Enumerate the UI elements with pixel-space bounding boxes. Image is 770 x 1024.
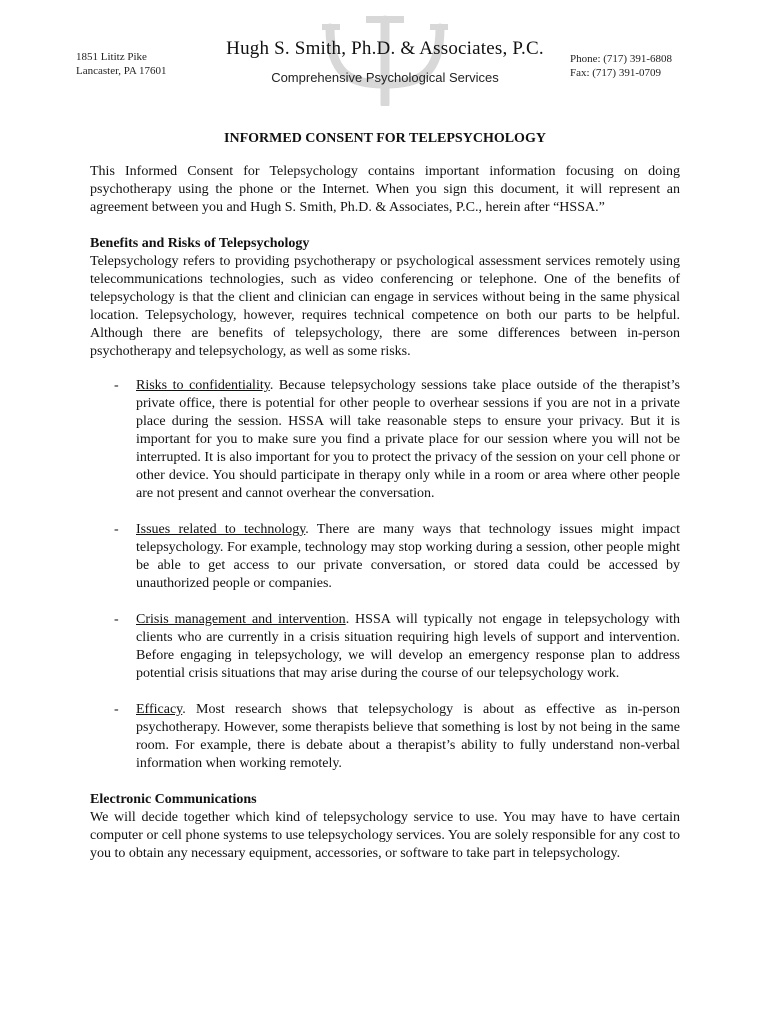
firm-name: Hugh S. Smith, Ph.D. & Associates, P.C.: [226, 38, 544, 59]
fax-number: Fax: (717) 391-0709: [569, 67, 661, 79]
risk-term: Crisis management and intervention: [136, 612, 346, 627]
bullet-dash: -: [114, 702, 119, 717]
bullet-dash: -: [114, 378, 119, 393]
risk-item-technology: [90, 521, 680, 593]
risk-item-confidentiality: [90, 377, 680, 503]
risk-item-efficacy: [90, 701, 680, 773]
letterhead: [0, 0, 770, 110]
document-body: [90, 130, 680, 863]
address-line-2: Lancaster, PA 17601: [76, 65, 167, 77]
risk-text: . HSSA will typically not engage in telepsychology with clients who are currently in a crisis situation requiring high levels of support and intervention. Before engaging in telepsychology, we will develop an emergency response plan to address potential crisis situations that may arise during the course of our telepsychology work.: [136, 612, 681, 681]
risk-list: [90, 377, 680, 773]
bullet-dash: -: [114, 612, 119, 627]
phone-number: Phone: (717) 391-6808: [569, 53, 672, 65]
section-heading-benefits-risks: Benefits and Risks of Telepsychology: [90, 236, 310, 251]
risk-text: . Because telepsychology sessions take place outside of the therapist’s private office, there is potential for other people to overhear sessions if you are not in a private place during the session. HSSA will take reasonable steps to ensure your privacy. But it is important for you to make sure you find a private place for our session where you will not be interrupted. It is also important for you to protect the privacy of the session on your cell phone or other device. You should participate in therapy only while in a room or area where other people are not present and cannot overhear the conversation.: [136, 378, 680, 501]
risk-term: Efficacy: [136, 702, 183, 717]
firm-tagline: Comprehensive Psychological Services: [271, 70, 499, 85]
risk-text: . Most research shows that telepsychology is about as effective as in-person psychotherapy. However, some therapists believe that something is lost by not being in the same room. For example, there is debate about a therapist’s ability to fully understand non-verbal information when working remotely.: [136, 702, 680, 771]
address-line-1: 1851 Lititz Pike: [76, 51, 147, 63]
section-heading-electronic-communications: Electronic Communications: [90, 792, 257, 807]
firm-contact: [570, 52, 672, 80]
bullet-dash: -: [114, 522, 119, 537]
risk-text: . There are many ways that technology issues might impact telepsychology. For example, technology may stop working during a session, other people might be able to get access to our private conversation, or stored data could be accessed by unauthorized people or companies.: [136, 522, 680, 591]
risk-term: Risks to confidentiality: [136, 378, 270, 393]
risk-item-crisis-management: [90, 611, 680, 683]
section-body-electronic-communications: We will decide together which kind of telepsychology service to use. You may have to have certain computer or cell phone systems to use telepsychology services. You are solely responsible for any cost to you to obtain any necessary equipment, accessories, or software to take part in telepsychology.: [90, 810, 680, 861]
psi-symbol-icon: [300, 14, 470, 106]
document-title: INFORMED CONSENT FOR TELEPSYCHOLOGY: [224, 131, 546, 146]
risk-term: Issues related to technology: [136, 522, 306, 537]
intro-paragraph: This Informed Consent for Telepsychology contains important information focusing on doing psychotherapy using the phone or the Internet. When you sign this document, it will represent an agreement between you and Hugh S. Smith, Ph.D. & Associates, P.C., herein after “HSSA.”: [90, 164, 680, 215]
section-body-benefits-risks: Telepsychology refers to providing psychotherapy or psychological assessment services remotely using telecommunications technologies, such as video conferencing or telephone. One of the benefits of telepsychology is that the client and clinician can engage in services without being in the same physical location. Telepsychology, however, requires technical competence on both our parts to be helpful. Although there are benefits of telepsychology, there are some differences between in-person psychotherapy and telepsychology, as well as some risks.: [90, 254, 680, 359]
